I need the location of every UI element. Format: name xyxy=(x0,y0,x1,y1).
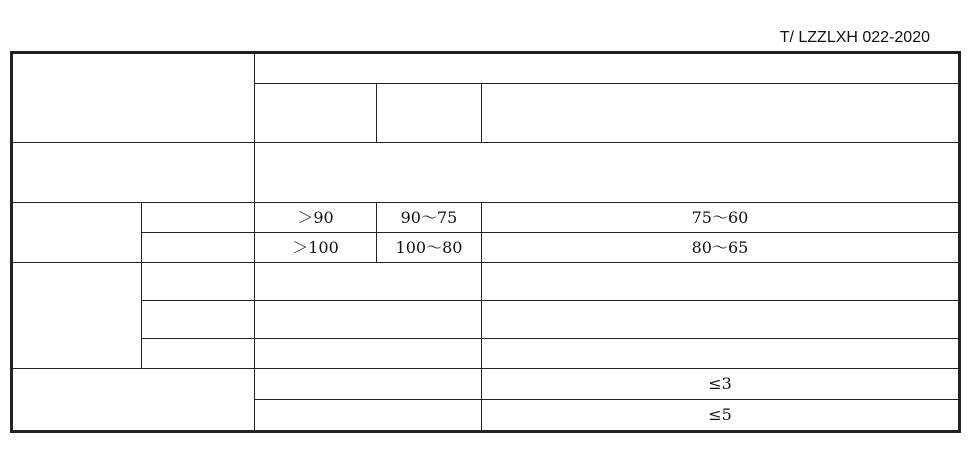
grade-header xyxy=(255,54,959,84)
tolerance-item xyxy=(255,400,482,431)
defect-second xyxy=(482,301,959,339)
quality-label xyxy=(13,143,255,203)
defect-type xyxy=(142,301,255,339)
header-row-1 xyxy=(13,54,959,84)
quality-row xyxy=(13,143,959,203)
weight-value: 100～80 xyxy=(377,233,482,263)
defect-type xyxy=(142,263,255,301)
defect-row xyxy=(13,263,959,301)
standard-code: T/ LZZLXH 022-2020 xyxy=(779,29,930,46)
defect-second xyxy=(482,339,959,369)
tolerance-label xyxy=(13,369,255,431)
grade-spec-table xyxy=(12,53,959,431)
weight-value: ＞90 xyxy=(255,203,377,233)
tolerance-value: ≤3 xyxy=(482,369,959,400)
weight-row xyxy=(13,233,959,263)
quality-description xyxy=(255,143,959,203)
grade-premium xyxy=(255,84,377,143)
defect-premium-first xyxy=(255,301,482,339)
grade-first xyxy=(377,84,482,143)
defects-label xyxy=(13,263,142,369)
tolerance-row xyxy=(13,369,959,400)
defect-row xyxy=(13,301,959,339)
weight-variety xyxy=(142,233,255,263)
item-header xyxy=(13,54,255,143)
defect-row xyxy=(13,339,959,369)
defect-premium-first xyxy=(255,263,482,301)
weight-variety xyxy=(142,203,255,233)
grade-second xyxy=(482,84,959,143)
defect-type xyxy=(142,339,255,369)
weight-value: ＞100 xyxy=(255,233,377,263)
weight-row xyxy=(13,203,959,233)
defect-premium-first xyxy=(255,339,482,369)
defect-second xyxy=(482,263,959,301)
tolerance-value: ≤5 xyxy=(482,400,959,431)
weight-value: 90～75 xyxy=(377,203,482,233)
weight-value: 75～60 xyxy=(482,203,959,233)
tolerance-item xyxy=(255,369,482,400)
weight-label xyxy=(13,203,142,263)
weight-value: 80～65 xyxy=(482,233,959,263)
